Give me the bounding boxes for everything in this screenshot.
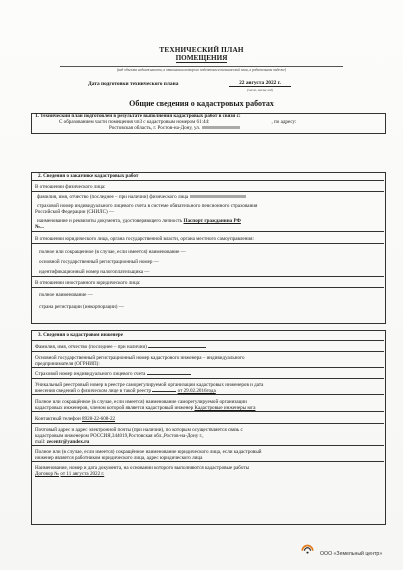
engineer-ogrnip-2: предпринимателя (ОГРНИП): bbox=[31, 361, 384, 368]
customer-fio: фамилия, имя, отчество (последнее – при наличии) физического лица bbox=[31, 194, 384, 200]
engineer-email: mail: zecentr@yandex.ru bbox=[31, 439, 384, 446]
engineer-snils: Страховой номер индивидуального лицевого счета bbox=[31, 371, 384, 379]
doc-title: ТЕХНИЧЕСКИЙ ПЛАН bbox=[159, 46, 244, 54]
foreign-name: полное наименование — bbox=[39, 292, 93, 298]
jur-ogrn: основной государственный регистрационный номер — bbox=[39, 259, 159, 265]
engineer-org-1: Полное или (в случае, если имеется) сокращённое наименование юридического лица, если кадастровый bbox=[35, 449, 262, 455]
customer-snils-2: Российской Федерации (СНИЛС) — bbox=[35, 209, 115, 215]
section-title: Общие сведения о кадастровых работах bbox=[129, 99, 274, 108]
footer-company: ООО «Земельный центр» bbox=[320, 551, 383, 557]
engineer-post-2: кадастровым инженером РОССИЯ,344019,Ростовская обл.,Ростов-на-Дону г., bbox=[35, 433, 204, 439]
foreign-country: страна регистрации (инкорпорации) — bbox=[39, 304, 124, 310]
redacted-mark bbox=[202, 126, 240, 129]
section1-line2: Ростовская область, г. Ростов-на-Дону, ул. bbox=[31, 125, 384, 131]
engineer-doc-1: Наименование, номер и дата документа, на основании которого выполняются кадастровые работы bbox=[35, 465, 250, 471]
prep-date-value: 22 августа 2022 г. bbox=[229, 80, 291, 87]
phys-person-label: В отношении физического лица: bbox=[31, 184, 384, 192]
prep-date-label: Дата подготовки технического плана bbox=[88, 81, 179, 87]
engineer-doc-2: Договор № от 11 августа 2022 г. bbox=[35, 471, 105, 477]
section2-header: 2. Сведения о заказчике кадастровых работ bbox=[31, 173, 384, 181]
section1-line1: С образованием части помещения чпЗ с кадастровым номером 61:44: , по адресу: bbox=[59, 119, 297, 125]
engineer-sro-2: кадастровых инженеров, членом которой является кадастровый инженер Кадастровые инженеры юга bbox=[31, 405, 384, 412]
customer-passport-num: №... bbox=[31, 224, 384, 232]
engineer-post-1: Почтовый адрес и адрес электронной почты (при наличии), по которым осуществляется связь с bbox=[35, 427, 243, 433]
company-logo-icon bbox=[300, 541, 315, 556]
jur-person-label: В отношении юридического лица, органа государственной власти, органа местного самоуправления: bbox=[31, 236, 384, 244]
engineer-org-2: инженер является работником юридического лица, адрес юридического лица bbox=[31, 455, 384, 462]
section1-header: 1. Технический план подготовлен в результате выполнения кадастровых работ в связи с: bbox=[35, 113, 241, 119]
doc-title-note: (вид объекта недвижимости, в отношении которого подготовлен технический план, в родительном падеже) bbox=[60, 66, 343, 72]
section3-header: 3. Сведения о кадастровом инженере bbox=[31, 332, 384, 341]
engineer-phone: Контактный телефон 8928-22-608-22 bbox=[31, 416, 384, 424]
jur-inn: идентификационный номер налогоплательщика — bbox=[31, 269, 384, 277]
customer-snils-1: страховой номер индивидуального лицевого счета в системе обязательного пенсионного страхования bbox=[37, 203, 258, 209]
engineer-sro-1: Полное или сокращённое (в случае, если имеется) наименование саморегулируемой организации bbox=[35, 399, 247, 405]
engineer-ogrnip-1: Основной государственный регистрационный номер кадастрового инженера – индивидуального bbox=[35, 355, 245, 361]
foreign-label: В отношении иностранного юридического лица: bbox=[31, 280, 384, 288]
engineer-fio: Фамилия, имя, отчество (последнее – при наличии) bbox=[31, 344, 384, 352]
doc-object-type: ПОМЕЩЕНИЯ bbox=[175, 54, 228, 62]
prep-date-note: (число, месяц год) bbox=[247, 88, 273, 92]
redacted-mark bbox=[190, 195, 246, 198]
customer-passport: наименование и реквизиты документа, удостоверяющего личность Паспорт гражданина РФ bbox=[37, 218, 241, 224]
engineer-reg-2: внесения сведений о физическом лице в такой реестр от 29.02.2016года bbox=[31, 388, 384, 395]
engineer-reg-1: Уникальный реестровый номер в реестре саморегулируемой организации кадастровых инженеров и дата bbox=[35, 382, 264, 388]
jur-name: полное или сокращенное (в случае, если имеется) наименование — bbox=[39, 249, 186, 255]
